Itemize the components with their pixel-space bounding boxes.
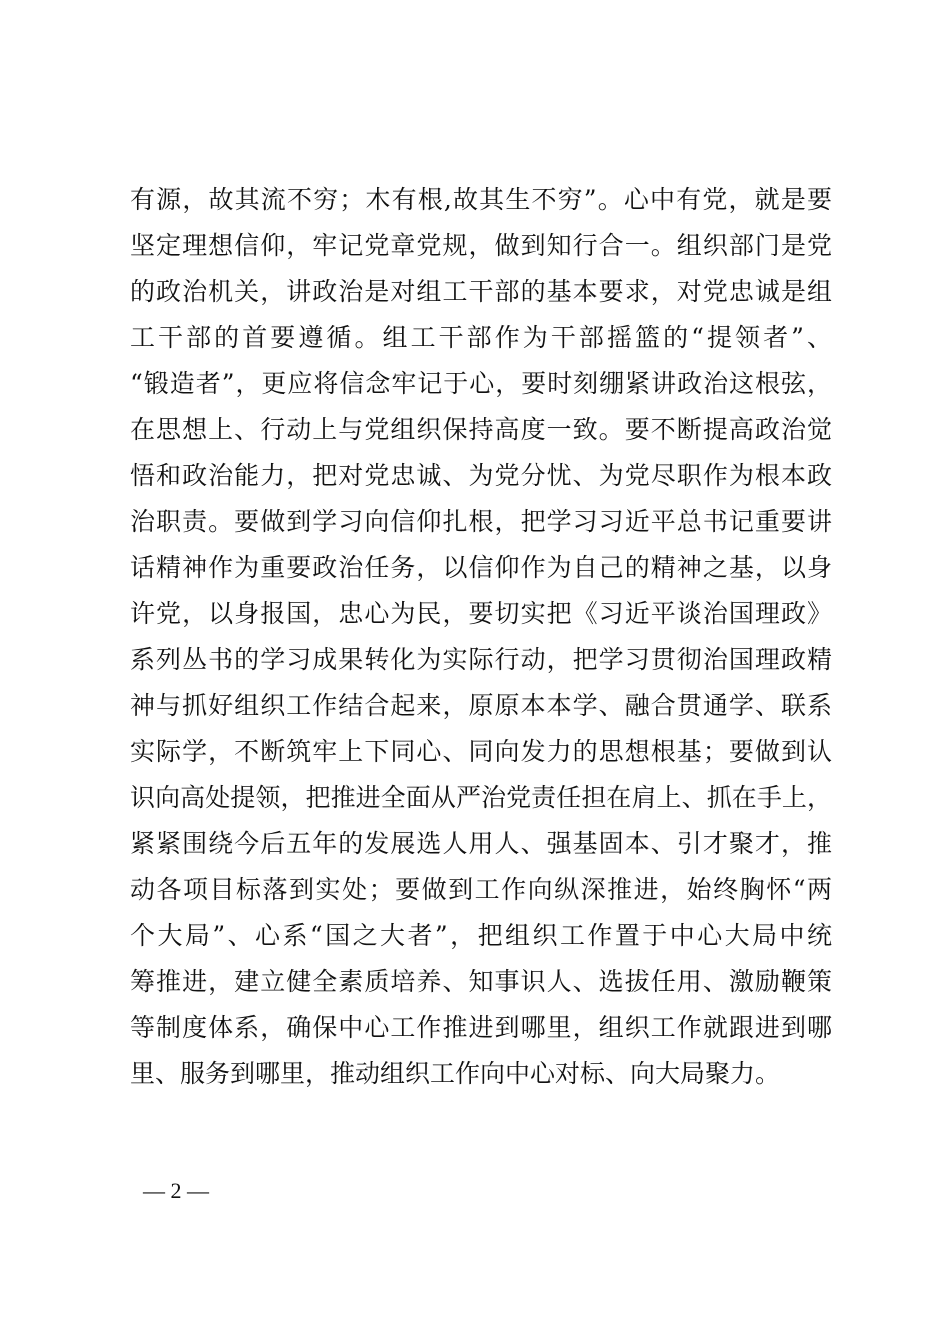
text-line: “锻造者”，更应将信念牢记于心，要时刻绷紧讲政治这根弦， — [130, 369, 832, 398]
text-line: 工干部的首要遵循。组工干部作为干部摇篮的“提领者”、 — [130, 323, 832, 352]
text-line: 实际学，不断筑牢上下同心、同向发力的思想根基；要做到认 — [130, 737, 832, 766]
document-body — [130, 181, 832, 1101]
text-line: 有源，故其流不穷；木有根,故其生不穷”。心中有党，就是要 — [130, 185, 832, 214]
text-line: 的政治机关，讲政治是对组工干部的基本要求，对党忠诚是组 — [130, 277, 832, 306]
text-line: 神与抓好组织工作结合起来，原原本本学、融合贯通学、联系 — [130, 691, 832, 720]
text-line: 筹推进，建立健全素质培养、知事识人、选拔任用、激励鞭策 — [130, 967, 832, 996]
page-number: — 2 — — [143, 1178, 209, 1203]
text-line: 坚定理想信仰，牢记党章党规，做到知行合一。组织部门是党 — [130, 231, 832, 260]
text-line: 等制度体系，确保中心工作推进到哪里，组织工作就跟进到哪 — [130, 1013, 832, 1042]
text-line: 许党，以身报国，忠心为民，要切实把《习近平谈治国理政》 — [130, 599, 832, 628]
text-line: 系列丛书的学习成果转化为实际行动，把学习贯彻治国理政精 — [130, 645, 832, 674]
text-line: 紧紧围绕今后五年的发展选人用人、强基固本、引才聚才，推 — [130, 829, 832, 858]
text-line: 个大局”、心系“国之大者”，把组织工作置于中心大局中统 — [130, 921, 832, 950]
text-line: 动各项目标落到实处；要做到工作向纵深推进，始终胸怀“两 — [130, 875, 832, 904]
text-line: 在思想上、行动上与党组织保持高度一致。要不断提高政治觉 — [130, 415, 832, 444]
text-line: 悟和政治能力，把对党忠诚、为党分忧、为党尽职作为根本政 — [130, 461, 832, 490]
text-line: 里、服务到哪里，推动组织工作向中心对标、向大局聚力。 — [130, 1059, 781, 1088]
text-line: 治职责。要做到学习向信仰扎根，把学习习近平总书记重要讲 — [130, 507, 832, 536]
text-line: 话精神作为重要政治任务，以信仰作为自己的精神之基，以身 — [130, 553, 832, 582]
text-line: 识向高处提领，把推进全面从严治党责任担在肩上、抓在手上， — [130, 783, 832, 812]
